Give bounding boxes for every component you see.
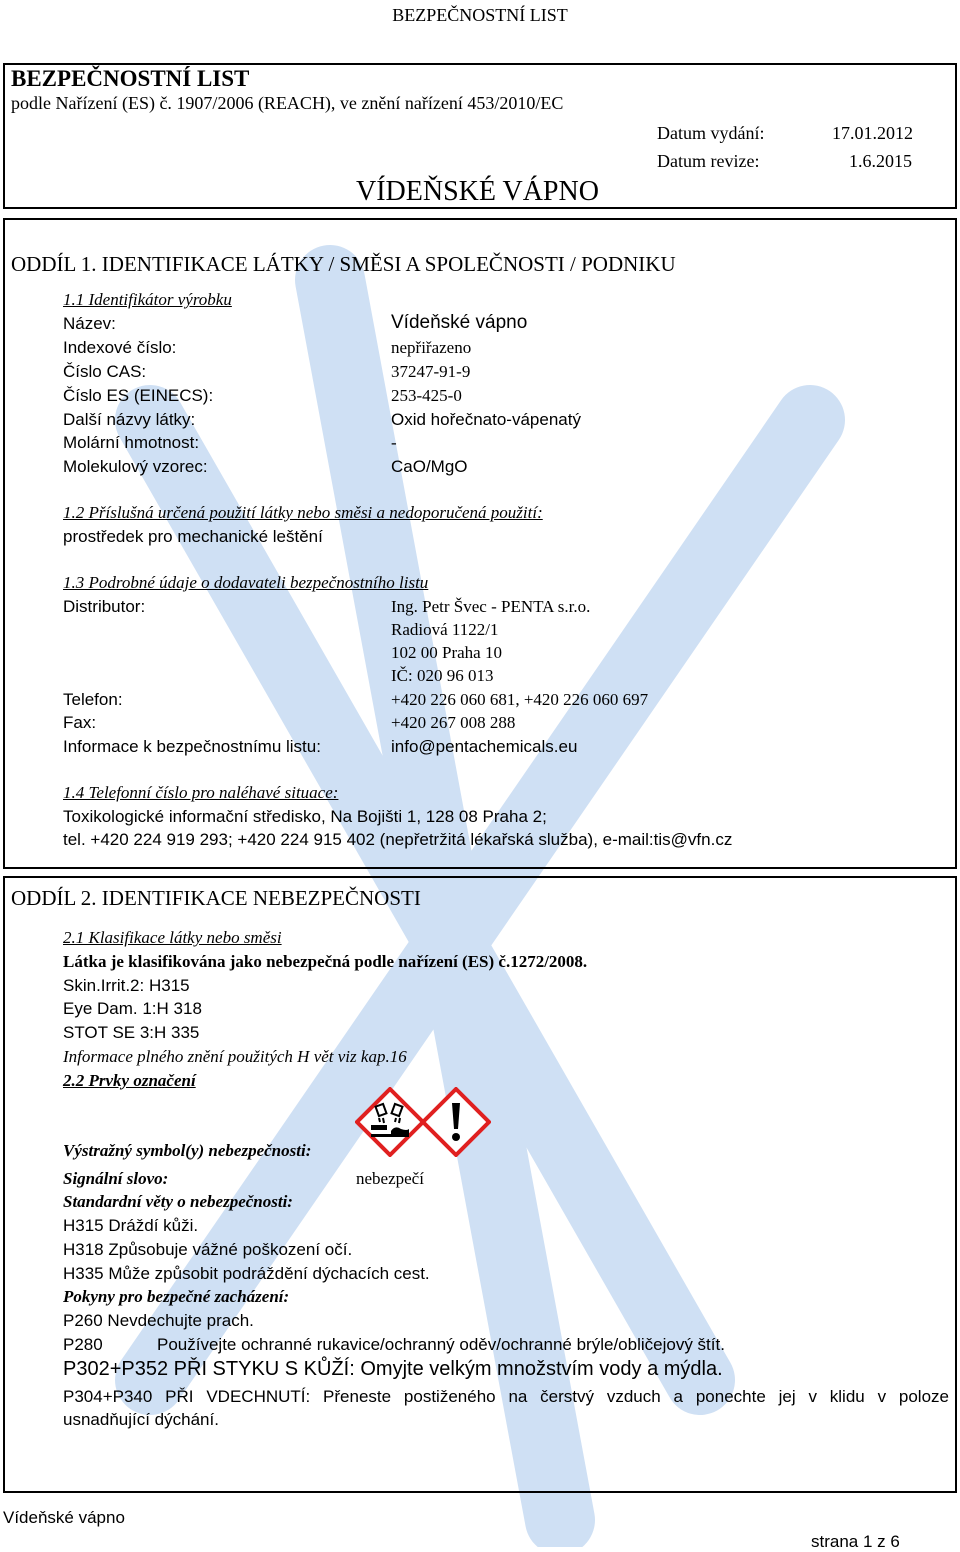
footer-page: strana 1 z 6 [811,1532,900,1551]
pictogram-label: Výstražný symbol(y) nebezpečnosti: [63,1141,312,1160]
section1-heading: ODDÍL 1. IDENTIFIKACE LÁTKY / SMĚSI A SPOLEČNOSTI / PODNIKU [11,252,676,276]
class-line-3: STOT SE 3:H 335 [63,1023,200,1042]
field-value-es: 253-425-0 [391,386,462,405]
field-value-index: nepřiřazeno [391,338,472,357]
class-note: Informace plného znění použitých H vět viz kap.16 [63,1047,407,1066]
p280-text: Používejte ochranné rukavice/ochranný oděv/ochranné brýle/obličejový štít. [157,1335,725,1354]
distributor-line-4: IČ: 020 96 013 [391,666,494,685]
revision-date-value: 1.6.2015 [849,151,912,171]
issue-date-value: 17.01.2012 [832,123,913,143]
class-line-2: Eye Dam. 1:H 318 [63,999,202,1018]
footer-product: Vídeňské vápno [3,1508,125,1527]
product-title: VÍDEŇSKÉ VÁPNO [356,176,599,207]
fax-label: Fax: [63,713,97,732]
info-value: info@pentachemicals.eu [391,737,578,756]
s14-line-2: tel. +420 224 919 293; +420 224 915 402 (nepřetržitá lékařská služba), e-mail:tis@vfn.cz [63,830,733,849]
field-label-name: Název: [63,314,116,333]
field-label-es: Číslo ES (EINECS): [63,386,214,405]
field-label-other-names: Další názvy látky: [63,410,196,429]
p260-line: P260 Nevdechujte prach. [63,1311,254,1330]
signal-label: Signální slovo: [63,1169,169,1188]
s21-title: 2.1 Klasifikace látky nebo směsi [63,928,282,947]
distributor-line-1: Ing. Petr Švec - PENTA s.r.o. [391,597,591,616]
corrosion-icon [355,1087,425,1157]
p280-code: P280 [63,1335,103,1354]
document-title: BEZPEČNOSTNÍ LIST [11,66,250,91]
revision-date-label: Datum revize: [657,151,760,171]
s12-text: prostředek pro mechanické leštění [63,527,323,546]
info-label: Informace k bezpečnostnímu listu: [63,737,321,756]
p304-line-2: usnadňující dýchání. [63,1410,219,1429]
distributor-line-3: 102 00 Praha 10 [391,643,502,662]
field-label-molar-mass: Molární hmotnost: [63,433,200,452]
page-header: BEZPEČNOSTNÍ LIST [392,5,568,25]
p304-line-1: P304+P340 PŘI VDECHNUTÍ: Přeneste postiženého na čerstvý vzduch a ponechte jej v klidu v poloze [63,1387,949,1406]
s12-title: 1.2 Příslušná určená použití látky nebo směsi a nedoporučená použití: [63,503,543,522]
s22-title: 2.2 Prvky označení [63,1071,196,1090]
issue-date-label: Datum vydání: [657,123,765,143]
precaution-label: Pokyny pro bezpečné zacházení: [63,1287,290,1306]
field-value-cas: 37247-91-9 [391,362,471,381]
phone-label: Telefon: [63,690,123,709]
field-value-formula: CaO/MgO [391,457,468,476]
fax-value: +420 267 008 288 [391,713,516,732]
s14-title: 1.4 Telefonní číslo pro naléhavé situace: [63,783,339,802]
field-label-cas: Číslo CAS: [63,362,147,381]
phone-value: +420 226 060 681, +420 226 060 697 [391,690,649,709]
distributor-line-2: Radiová 1122/1 [391,620,499,639]
field-value-name: Vídeňské vápno [391,312,528,333]
distributor-label: Distributor: [63,597,146,616]
class-line-1: Skin.Irrit.2: H315 [63,976,190,995]
field-value-other-names: Oxid hořečnato-vápenatý [391,410,581,429]
field-value-molar-mass: - [391,433,397,452]
regulation-subtitle: podle Nařízení (ES) č. 1907/2006 (REACH), ve znění nařízení 453/2010/EC [11,93,564,113]
hazard-line-1: H315 Dráždí kůži. [63,1216,199,1235]
hazard-label: Standardní věty o nebezpečnosti: [63,1192,293,1211]
section2-heading: ODDÍL 2. IDENTIFIKACE NEBEZPEČNOSTI [11,886,421,910]
field-label-formula: Molekulový vzorec: [63,457,208,476]
field-label-index: Indexové číslo: [63,338,177,357]
s11-title: 1.1 Identifikátor výrobku [63,290,232,309]
s14-line-1: Toxikologické informační středisko, Na Bojišti 1, 128 08 Praha 2; [63,807,547,826]
s13-title: 1.3 Podrobné údaje o dodavateli bezpečnostního listu [63,573,429,592]
signal-value: nebezpečí [356,1169,424,1188]
s21-classification: Látka je klasifikována jako nebezpečná podle nařízení (ES) č.1272/2008. [63,952,588,971]
p302-line: P302+P352 PŘI STYKU S KŮŽÍ: Omyjte velkým množstvím vody a mýdla. [63,1358,723,1380]
exclamation-icon [421,1087,491,1157]
hazard-line-2: H318 Způsobuje vážné poškození očí. [63,1240,353,1259]
hazard-line-3: H335 Může způsobit podráždění dýchacích cest. [63,1264,430,1283]
